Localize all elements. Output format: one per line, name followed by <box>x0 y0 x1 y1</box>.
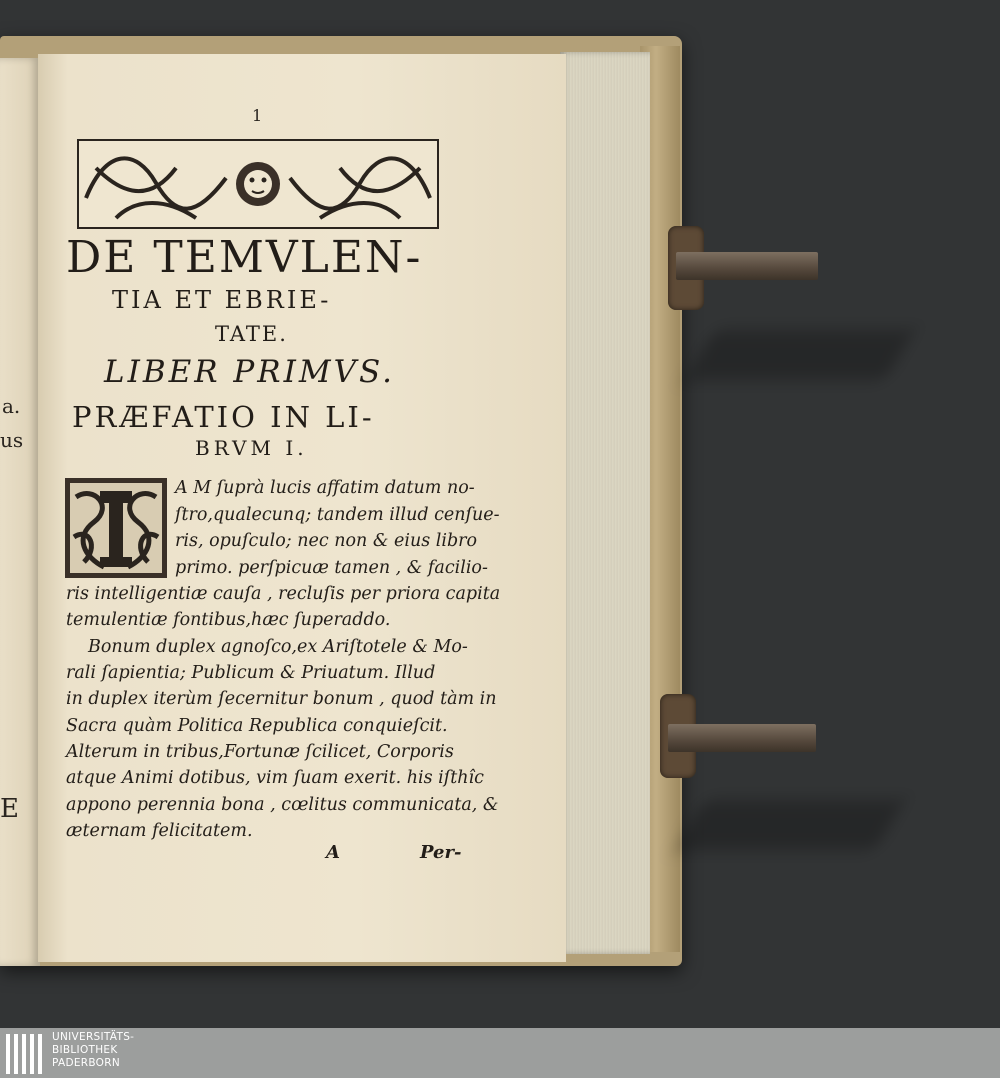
library-logo-text <box>52 1031 134 1070</box>
title-line-3: TATE. <box>215 322 288 346</box>
logo-line: BIBLIOTHEK <box>52 1044 118 1056</box>
text-line: primo. perſpicuæ tamen , & facilio- <box>175 558 488 578</box>
logo-line: PADERBORN <box>52 1057 120 1069</box>
text-line: Alterum in tribus,Fortunæ ſcilicet, Corporis <box>66 742 454 762</box>
library-logo-icon <box>4 1032 46 1076</box>
left-page-fragment: E <box>0 794 19 824</box>
left-page-fragment: us <box>0 428 24 452</box>
text-line: ris intelligentiæ cauſa , recluſis per priora capita <box>66 584 501 604</box>
text-line: ris, opuſculo; nec non & eius libro <box>175 531 478 551</box>
left-page-strip <box>0 58 40 966</box>
text-line: ſtro,qualecunq; tandem illud cenſue- <box>175 505 500 525</box>
text-line: æternam felicitatem. <box>66 821 253 841</box>
text-line: Sacra quàm Politica Republica conquieſcit. <box>66 716 448 736</box>
text-line: atque Animi dotibus, vim ſuam exerit. his iſthîc <box>66 768 484 788</box>
signature-mark: A <box>326 842 340 863</box>
page-number: 1 <box>252 106 263 125</box>
title-line-1: DE TEMVLEN- <box>66 232 423 283</box>
text-line: Bonum duplex agnoſco,ex Ariſtotele & Mo- <box>88 637 468 657</box>
text-line: rali ſapientia; Publicum & Priuatum. Illud <box>66 663 436 683</box>
footer-bar <box>0 1028 1000 1078</box>
title-line-2: TIA ET EBRIE- <box>112 286 332 314</box>
decorated-initial <box>64 477 168 579</box>
book-heading: LIBER PRIMVS. <box>104 354 395 390</box>
ornamental-headpiece <box>76 138 440 230</box>
preface-heading-1: PRÆFATIO IN LI- <box>72 400 375 434</box>
logo-line: UNIVERSITÄTS- <box>52 1031 135 1043</box>
catchword: Per- <box>420 842 462 863</box>
text-line: appono perennia bona , cœlitus communicata, & <box>66 795 499 815</box>
text-line: in duplex iterùm ſecernitur bonum , quod tàm in <box>66 689 497 709</box>
preface-heading-2: BRVM I. <box>195 436 308 460</box>
left-page-fragment: a. <box>2 394 21 418</box>
text-line: A M ſuprà lucis affatim datum no- <box>175 478 475 498</box>
text-line: temulentiæ fontibus,hæc ſuperaddo. <box>66 610 391 630</box>
page-block-edge <box>560 52 650 954</box>
